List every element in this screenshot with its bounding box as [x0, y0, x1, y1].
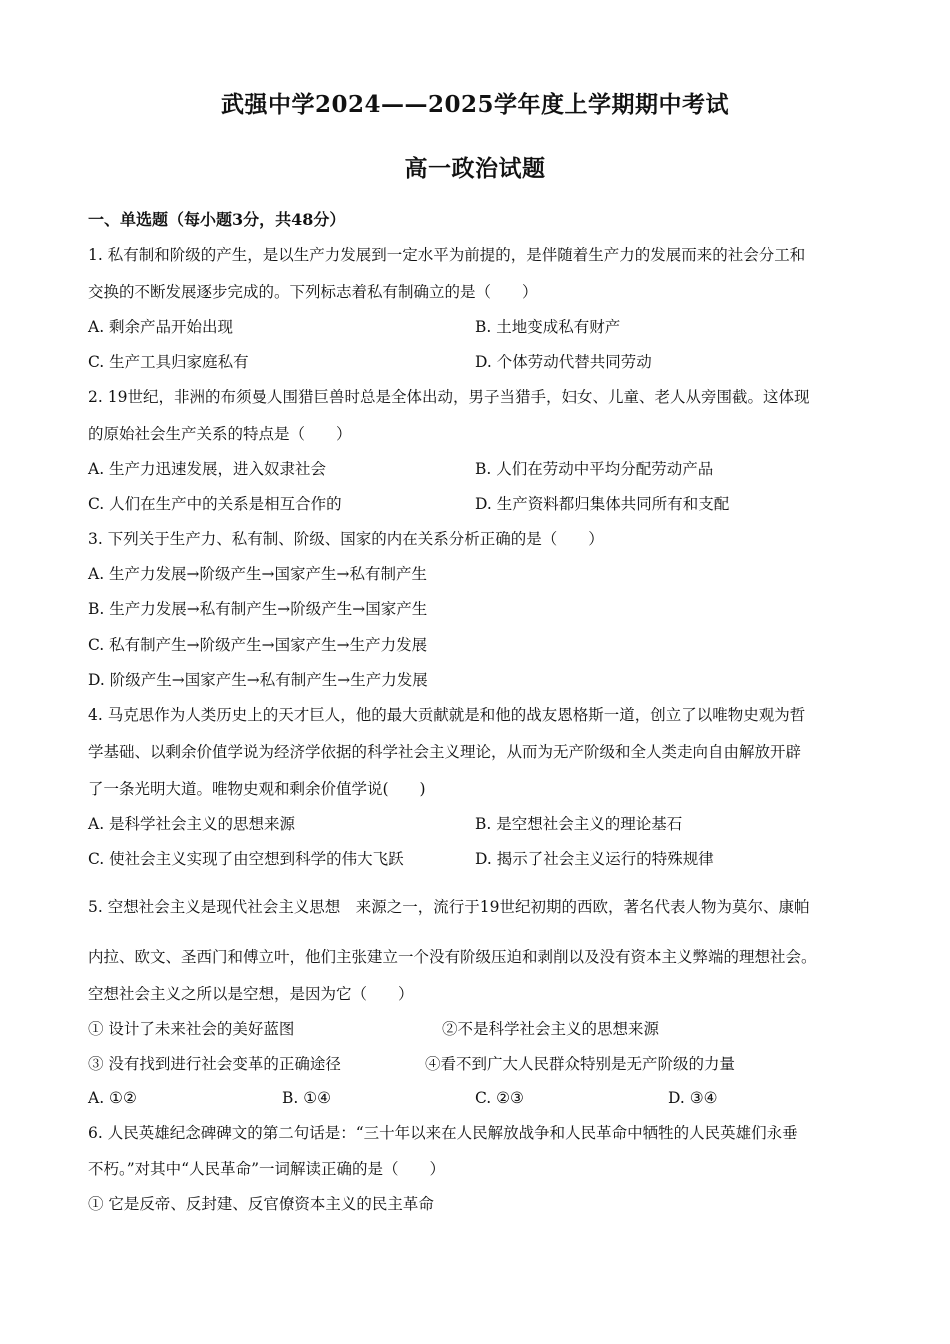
- question-5-line-3: 空想社会主义之所以是空想，是因为它（ ）: [88, 985, 414, 1003]
- question-3-option-b: B. 生产力发展→私有制产生→阶级产生→国家产生: [88, 600, 428, 618]
- question-5-option-d: D. ③④: [668, 1089, 718, 1107]
- question-4-option-c: C. 使社会主义实现了由空想到科学的伟大飞跃: [88, 850, 404, 868]
- question-5-statement-3: ③ 没有找到进行社会变革的正确途径: [88, 1055, 341, 1073]
- question-5-statement-4: ④看不到广大人民群众特别是无产阶级的力量: [425, 1055, 736, 1073]
- question-5-option-a: A. ①②: [88, 1089, 137, 1107]
- question-4-option-d: D. 揭示了社会主义运行的特殊规律: [475, 850, 714, 868]
- question-6-line-1: 6. 人民英雄纪念碑碑文的第二句话是：“三十年以来在人民解放战争和人民革命中牺牲的人民英雄们永垂: [88, 1124, 798, 1142]
- question-4-option-a: A. 是科学社会主义的思想来源: [88, 815, 296, 833]
- section-heading: 一、单选题（每小题3分，共48分）: [88, 210, 346, 229]
- question-4-option-b: B. 是空想社会主义的理论基石: [475, 815, 683, 833]
- question-5-line-2: 内拉、欧文、圣西门和傅立叶，他们主张建立一个没有阶级压迫和剥削以及没有资本主义弊端的理想社会。: [88, 948, 817, 966]
- exam-subtitle: 高一政治试题: [404, 155, 546, 182]
- question-1-option-c: C. 生产工具归家庭私有: [88, 353, 249, 371]
- question-4-line-3: 了一条光明大道。唯物史观和剩余价值学说( ): [88, 780, 426, 798]
- question-1-line-2: 交换的不断发展逐步完成的。下列标志着私有制确立的是（ ）: [88, 283, 538, 301]
- question-5-statement-2: ②不是科学社会主义的思想来源: [442, 1020, 660, 1038]
- question-1-line-1: 1. 私有制和阶级的产生，是以生产力发展到一定水平为前提的，是伴随着生产力的发展而来的社会分工和: [88, 246, 806, 264]
- question-2-option-d: D. 生产资料都归集体共同所有和支配: [475, 495, 730, 513]
- question-5-statement-1: ① 设计了未来社会的美好蓝图: [88, 1020, 295, 1038]
- question-1-option-a: A. 剩余产品开始出现: [88, 318, 234, 336]
- question-3-option-a: A. 生产力发展→阶级产生→国家产生→私有制产生: [88, 565, 428, 583]
- exam-title: 武强中学2024——2025学年度上学期期中考试: [220, 91, 730, 118]
- question-2-line-1: 2. 19世纪，非洲的布须曼人围猎巨兽时总是全体出动，男子当猎手，妇女、儿童、老人从旁围截。这体现: [88, 388, 810, 406]
- question-1-option-b: B. 土地变成私有财产: [475, 318, 621, 336]
- question-3-option-d: D. 阶级产生→国家产生→私有制产生→生产力发展: [88, 671, 428, 689]
- question-2-line-2: 的原始社会生产关系的特点是（ ）: [88, 425, 352, 443]
- question-2-option-c: C. 人们在生产中的关系是相互合作的: [88, 495, 342, 513]
- question-2-option-a: A. 生产力迅速发展，进入奴隶社会: [88, 460, 327, 478]
- question-2-option-b: B. 人们在劳动中平均分配劳动产品: [475, 460, 714, 478]
- question-1-option-d: D. 个体劳动代替共同劳动: [475, 353, 652, 371]
- question-6-line-2: 不朽。”对其中“人民革命”一词解读正确的是（ ）: [88, 1160, 446, 1178]
- question-4-line-1: 4. 马克思作为人类历史上的天才巨人，他的最大贡献就是和他的战友恩格斯一道，创立了以唯物史观为哲: [88, 706, 806, 724]
- question-3-option-c: C. 私有制产生→阶级产生→国家产生→生产力发展: [88, 636, 428, 654]
- question-5-option-c: C. ②③: [475, 1089, 524, 1107]
- question-6-statement-1: ① 它是反帝、反封建、反官僚资本主义的民主革命: [88, 1195, 434, 1213]
- question-5-option-b: B. ①④: [282, 1089, 332, 1107]
- question-4-line-2: 学基础、以剩余价值学说为经济学依据的科学社会主义理论，从而为无产阶级和全人类走向自由解放开辟: [88, 743, 802, 761]
- question-3-line-1: 3. 下列关于生产力、私有制、阶级、国家的内在关系分析正确的是（ ）: [88, 530, 604, 548]
- question-5-line-1: 5. 空想社会主义是现代社会主义思想 来源之一，流行于19世纪初期的西欧，著名代表人物为莫尔、康帕: [88, 898, 810, 916]
